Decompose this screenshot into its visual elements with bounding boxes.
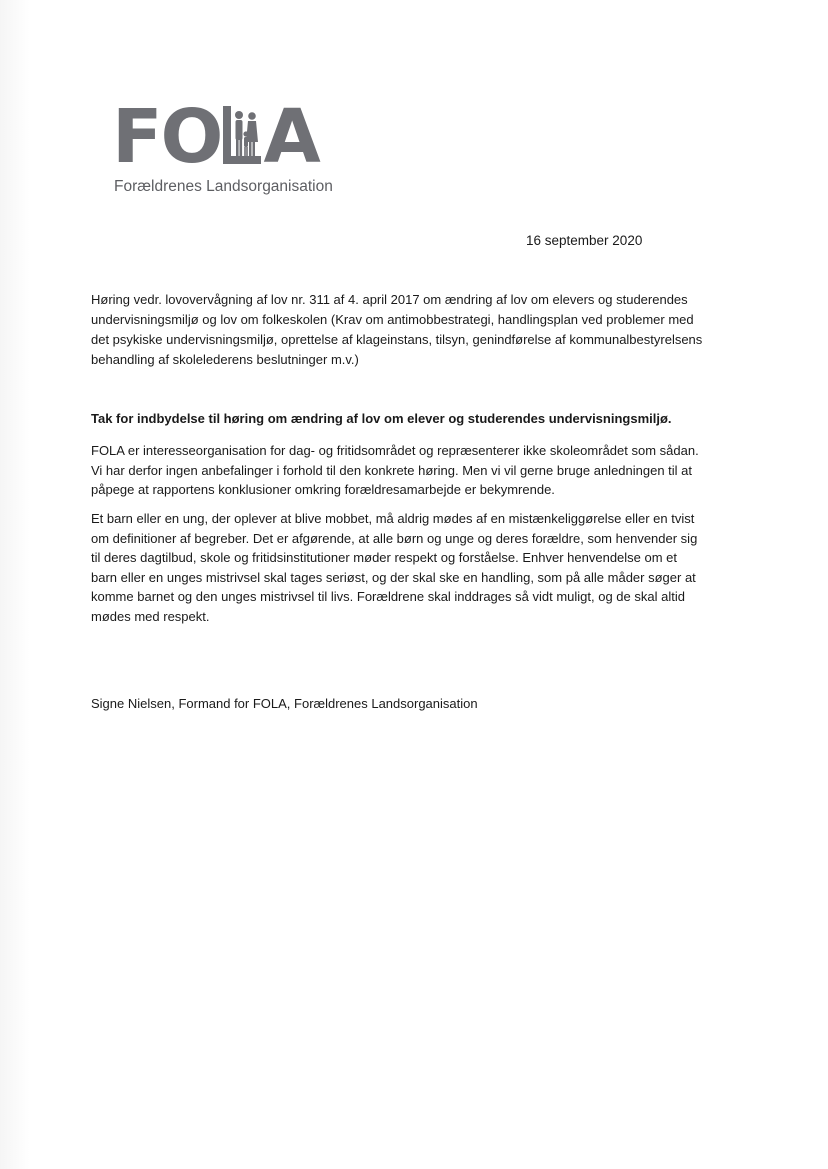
paragraph-line: Vi har derfor ingen anbefalinger i forhold til den konkrete høring. Men vi vil gerne bruge anledningen til at: [91, 462, 693, 478]
subject-line: behandling af skolelederens beslutninger m.v.): [91, 352, 359, 367]
paragraph-line: FOLA er interesseorganisation for dag- og fritidsområdet og repræsenterer ikke skoleområdet som sådan.: [91, 443, 699, 458]
logo-tagline: Forældrenes Landsorganisation: [114, 178, 333, 195]
family-silhouette-icon: [223, 106, 261, 164]
letter-heading: Tak for indbydelse til høring om ændring af lov om elever og studerendes undervisningsmiljø.: [91, 411, 672, 426]
logo-wordmark: [112, 94, 319, 180]
paragraph-line: Et barn eller en ung, der oplever at blive mobbet, må aldrig mødes af en mistænkeliggørelse eller en tvist: [91, 511, 695, 526]
signature-line: Signe Nielsen, Formand for FOLA, Forældrenes Landsorganisation: [91, 696, 478, 711]
subject-line: undervisningsmiljø og lov om folkeskolen (Krav om antimobbestrategi, handlingsplan ved problemer med: [91, 312, 694, 327]
paragraph-2: [91, 509, 751, 626]
subject-line: Høring vedr. lovovervågning af lov nr. 311 af 4. april 2017 om ændring af lov om elevers og studerendes: [91, 292, 688, 307]
paragraph-line: til deres dagtilbud, skole og fritidsinstitutioner møder respekt og forståelse. Enhver henvendelse om et: [91, 550, 678, 565]
scan-shadow: [0, 0, 30, 1169]
fola-logo: [112, 94, 342, 199]
subject-block: [91, 290, 751, 370]
subject-line: det psykiske undervisningsmiljø, oprettelse af klageinstans, tilsyn, genindførelse af kommunalbestyrelsens: [91, 332, 703, 347]
paragraph-1: [91, 441, 751, 500]
paragraph-line: mødes med respekt.: [91, 608, 210, 624]
paragraph-line: påpege at rapportens konklusioner omkring forældresamarbejde er bekymrende.: [91, 482, 555, 497]
paragraph-line: om definitioner af begreber. Det er afgørende, at alle børn og unge og deres forældre, som henvender sig: [91, 530, 698, 546]
paragraph-line: komme barnet og den unges mistrivsel til livs. Forældrene skal inddrages så vidt muligt, og de skal altid: [91, 589, 685, 604]
logo-text-fo: FO: [112, 94, 222, 180]
logo-text-a: A: [263, 94, 319, 180]
letter-date: 16 september 2020: [526, 233, 643, 248]
paragraph-line: barn eller en unges mistrivsel skal tages seriøst, og der skal ske en handling, som på alle måder søger at: [91, 569, 696, 585]
